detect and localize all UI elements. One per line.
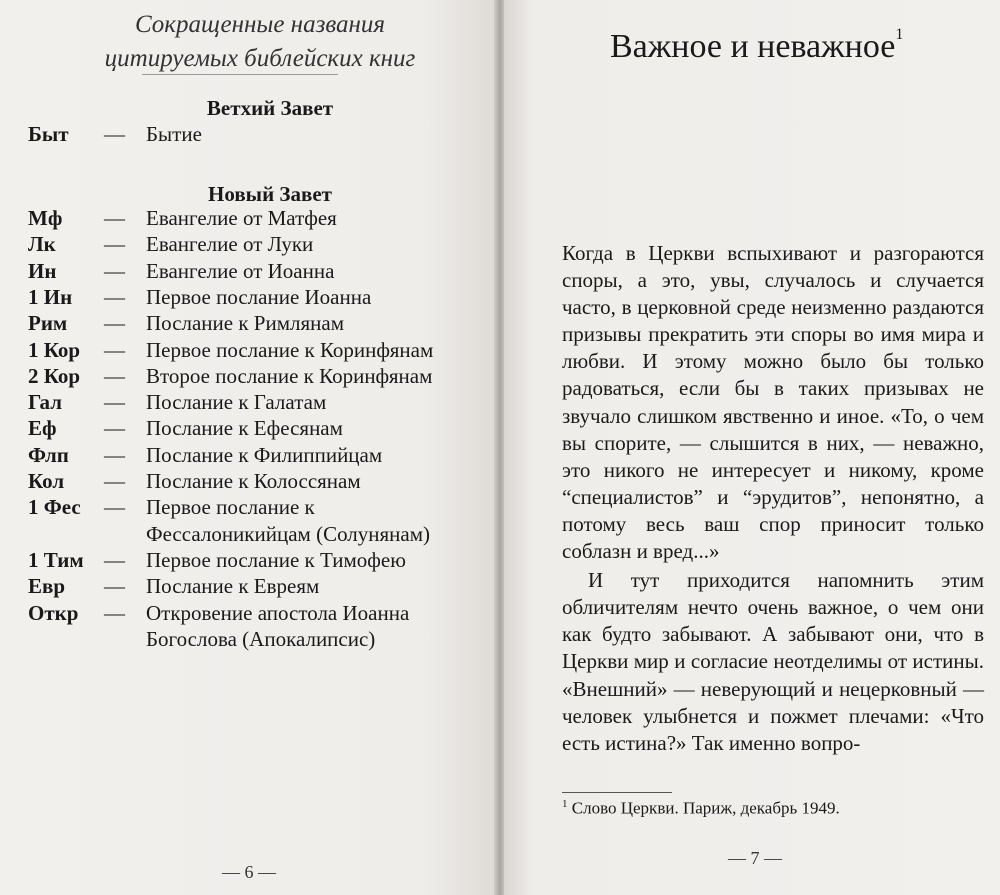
abbr-dash: — — [104, 416, 125, 441]
abbr-dash: — — [104, 547, 125, 572]
abbr-book-name: Послание к Колоссянам — [146, 469, 361, 493]
abbr-book-name: Евангелие от Луки — [146, 232, 314, 257]
abbr-book-name: Послание к Ефесянам — [146, 416, 343, 441]
abbr-row — [0, 311, 496, 337]
abbr-book-name: Послание к Римлянам — [146, 311, 345, 336]
abbr-dash: — — [104, 232, 125, 257]
abbr-row-continuation — [0, 627, 496, 653]
abbr-row — [0, 259, 496, 285]
new-testament-heading: Новый Завет — [208, 182, 332, 206]
left-page — [0, 0, 496, 895]
chapter-title-note-mark: 1 — [895, 25, 904, 43]
abbreviations-title-line2: цитируемых библейских книг — [104, 45, 416, 72]
abbr-dash: — — [104, 600, 125, 625]
title-rule — [142, 74, 338, 75]
abbr-code: Мф — [28, 206, 63, 230]
page-number-right: — 7 — — [728, 848, 782, 868]
abbr-dash: — — [104, 390, 125, 415]
abbr-code: 1 Ин — [28, 284, 73, 309]
chapter-title — [610, 25, 904, 66]
abbr-dash: — — [104, 469, 125, 493]
abbr-row — [0, 548, 496, 574]
abbr-book-name: Евангелие от Иоанна — [146, 258, 335, 283]
abbr-dash: — — [104, 122, 125, 146]
abbr-dash: — — [104, 574, 125, 599]
paragraph-2: И тут приходится напомнить этим обличителям нечто очень важное, о чем они как будто забывают. А забывают они, что в Церкви мир и согласие неотделимы от истины. «Внешний» — неверующий и нецерковный — человек улыбнется и пожмет плечами: «Что есть истина?» Так именно вопро- — [562, 568, 984, 755]
abbr-row — [0, 338, 496, 364]
abbr-code: Рим — [28, 311, 68, 336]
abbr-dash: — — [104, 311, 125, 336]
abbr-dash: — — [104, 206, 125, 230]
abbreviations-title-line1: Сокращенные названия — [134, 11, 386, 38]
abbr-row-continuation — [0, 522, 496, 548]
abbr-row — [0, 390, 496, 416]
abbr-code: Откр — [28, 600, 79, 625]
abbr-book-name: Бытие — [146, 122, 202, 146]
abbr-row — [0, 364, 496, 390]
abbr-row — [0, 122, 496, 148]
footnote-rule — [562, 792, 672, 793]
page-number-left: — 6 — — [222, 862, 276, 882]
footnote-text: Слово Церкви. Париж, декабрь 1949. — [571, 798, 840, 818]
abbr-book-name-continued: Фессалоникийцам (Солунянам) — [146, 521, 431, 546]
abbr-code: Гал — [28, 390, 62, 415]
abbr-book-name: Первое послание Иоанна — [146, 284, 372, 309]
abbr-dash: — — [104, 284, 125, 309]
abbr-code: Еф — [28, 416, 57, 441]
abbr-book-name: Первое послание к Тимофею — [146, 547, 406, 572]
abbr-row — [0, 495, 496, 521]
chapter-body — [562, 240, 984, 757]
abbr-dash: — — [104, 258, 125, 283]
abbr-row — [0, 469, 496, 495]
abbr-code: Евр — [28, 574, 66, 599]
abbr-code: Лк — [28, 232, 56, 257]
abbr-code: 1 Фес — [28, 495, 81, 520]
abbr-dash: — — [104, 495, 125, 520]
abbr-book-name: Первое послание к — [146, 495, 315, 520]
abbr-row — [0, 285, 496, 311]
abbr-book-name: Второе послание к Коринфянам — [146, 363, 433, 388]
abbr-code: 2 Кор — [28, 363, 81, 388]
footnote — [562, 798, 840, 819]
abbr-row — [0, 601, 496, 627]
footnote-mark: 1 — [562, 798, 568, 810]
abbr-book-name: Послание к Галатам — [146, 390, 327, 415]
abbr-dash: — — [104, 363, 125, 388]
abbr-code: Флп — [28, 442, 69, 467]
abbr-row — [0, 416, 496, 442]
paragraph-1: Когда в Церкви вспыхивают и разгораются споры, а это, увы, случалось и случается часто, в церковной среде неизменно раздаются призывы прекратить эти споры во имя мира и любви. И этому можно было бы только радоваться, если бы в таких призывах не звучало слишком явственно и иное. «То, о чем вы спорите, — слышится в них, — неважно, это никого не интересует и никому, кроме “специалистов” и “эрудитов”, непонятно, а потому весь ваш спор приносит только соблазн и вред...» — [562, 241, 984, 564]
abbr-code: Быт — [28, 122, 69, 146]
abbr-book-name-continued: Богослова (Апокалипсис) — [146, 626, 376, 651]
abbr-book-name: Евангелие от Матфея — [146, 206, 337, 230]
abbreviations-title — [60, 8, 460, 76]
abbr-dash: — — [104, 442, 125, 467]
abbr-code: Кол — [28, 469, 65, 493]
abbr-code: Ин — [28, 258, 57, 283]
abbr-book-name: Откровение апостола Иоанна — [146, 600, 410, 625]
abbr-book-name: Послание к Евреям — [146, 574, 320, 599]
abbr-row — [0, 443, 496, 469]
abbr-book-name: Первое послание к Коринфянам — [146, 337, 434, 362]
abbr-book-name: Послание к Филиппийцам — [146, 442, 383, 467]
abbr-row — [0, 206, 496, 232]
abbr-code: 1 Тим — [28, 547, 84, 572]
abbr-row — [0, 574, 496, 600]
abbr-row — [0, 232, 496, 258]
chapter-title-text: Важное и неважное — [610, 28, 896, 65]
abbr-dash: — — [104, 337, 125, 362]
abbr-code: 1 Кор — [28, 337, 81, 362]
old-testament-heading: Ветхий Завет — [206, 96, 334, 120]
